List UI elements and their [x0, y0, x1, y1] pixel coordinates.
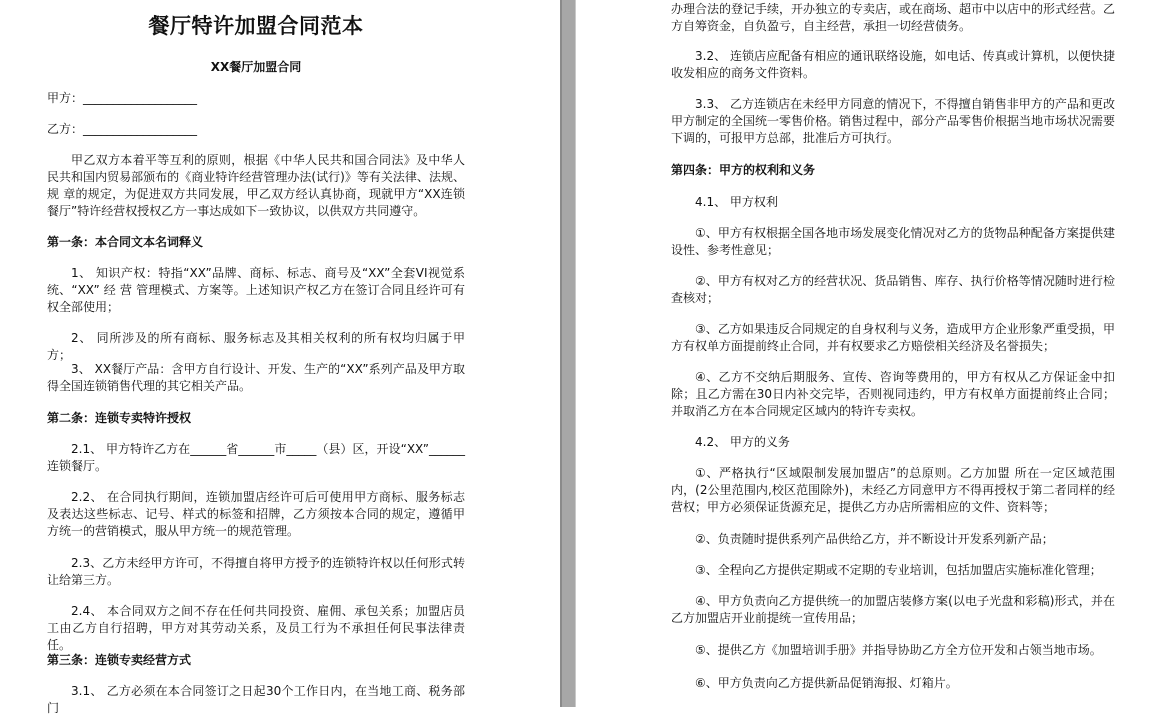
page-gap-shadow [560, 0, 562, 707]
intro-paragraph: 甲乙双方本着平等互利的原则，根据《中华人民共和国合同法》及中华人民共和国内贸易部颁布的《商业特许经营管理办法(试行)》等有关法律、法规、规 章的规定，为促进双方共同发展，甲乙双方经认真协商，现就甲方“XX连锁餐厅”特许经营权授权乙方一事达成如下一致协议，以供双方共同遵守。 [47, 153, 465, 218]
document-subtitle: XX餐厅加盟合同 [210, 60, 302, 74]
article-4-heading: 第四条：甲方的权利和义务 [671, 163, 816, 177]
article-4-2-heading: 4.2、 甲方的义务 [695, 435, 790, 449]
article-2-heading: 第二条：连锁专卖特许授权 [47, 411, 192, 425]
duty-item-6: ⑥、甲方负责向乙方提供新品促销海报、灯箱片。 [695, 676, 958, 690]
article-3-item-1-continued: 办理合法的登记手续，开办独立的专卖店，或在商场、超市中以店中的形式经营。乙方自筹资金，自负盈亏，自主经营，承担一切经营债务。 [671, 2, 1116, 33]
party-a-line: 甲方：___________________ [47, 91, 198, 105]
article-1-item-1: 1、 知识产权：特指“XX”品牌、商标、标志、商号及“XX”全套VI视觉系统、“XX” 经 营 管理模式、方案等。上述知识产权乙方在签订合同且经许可有权全部使用； [47, 266, 465, 314]
right-item-3: ③、乙方如果违反合同规定的自身权利与义务，造成甲方企业形象严重受损，甲方有权单方面提前终止合同，并有权要求乙方赔偿相关经济及名誉损失； [671, 322, 1115, 353]
document-title: 餐厅特许加盟合同范本 [148, 13, 364, 38]
article-2-item-4: 2.4、 本合同双方之间不存在任何共同投资、雇佣、承包关系；加盟店员工由乙方自行招聘，甲方对其劳动关系，及员工行为不承担任何民事法律责任。 [47, 604, 465, 652]
duty-item-5: ⑤、提供乙方《加盟培训手册》并指导协助乙方全方位开发和占领当地市场。 [695, 643, 1102, 657]
duty-item-2: ②、负责随时提供系列产品供给乙方，并不断设计开发系列新产品； [695, 532, 1054, 546]
party-b-line: 乙方：___________________ [47, 122, 198, 136]
page-gap [560, 0, 576, 707]
article-3-item-3: 3.3、 乙方连锁店在未经甲方同意的情况下，不得擅自销售非甲方的产品和更改甲方制定的全国统一零售价格。销售过程中，部分产品零售价根据当地市场状况需要下调的，可报甲方总部，批准后方可执行。 [671, 97, 1116, 145]
article-2-item-2: 2.2、 在合同执行期间，连锁加盟店经许可后可使用甲方商标、服务标志及表达这些标志、记号、样式的标签和招牌，乙方须按本合同的规定，遵循甲方统一的营销模式，服从甲方统一的规范管理。 [47, 490, 465, 538]
right-item-1: ①、甲方有权根据全国各地市场发展变化情况对乙方的货物品种配备方案提供建设性、参考性意见； [671, 226, 1115, 257]
duty-item-3: ③、全程向乙方提供定期或不定期的专业培训，包括加盟店实施标准化管理； [695, 563, 1102, 577]
article-3-item-1: 3.1、 乙方必须在本合同签订之日起30个工作日内，在当地工商、税务部门 [47, 684, 465, 715]
right-item-4: ④、乙方不交纳后期服务、宣传、咨询等费用的，甲方有权从乙方保证金中扣除；且乙方需在30日内补交完毕，否则视同违约，甲方有权单方面提前终止合同；并取消乙方在本合同规定区域内的特许专卖权。 [671, 370, 1115, 418]
document-page-right [576, 0, 1169, 707]
article-1-heading: 第一条：本合同文本名词释义 [47, 235, 204, 249]
article-1-item-2: 2、 同所涉及的所有商标、服务标志及其相关权利的所有权均归属于甲方； [47, 331, 465, 362]
duty-item-1: ①、严格执行“区域限制发展加盟店”的总原则。乙方加盟 所在一定区域范围内，(2公里范围内,校区范围除外)，未经乙方同意甲方不得再授权于第二者同样的经营权；甲方必须保证货源充足，提供乙方办店所需相应的文件、资料等； [671, 466, 1115, 514]
article-3-heading: 第三条：连锁专卖经营方式 [47, 653, 192, 667]
duty-item-4: ④、甲方负责向乙方提供统一的加盟店装修方案(以电子光盘和彩稿)形式，并在乙方加盟店开业前提统一宣传用品； [671, 594, 1115, 625]
article-2-item-1: 2.1、 甲方特许乙方在______省______市_____（县）区，开设“XX”______连锁餐厅。 [47, 442, 465, 473]
right-item-2: ②、甲方有权对乙方的经营状况、货品销售、库存、执行价格等情况随时进行检查核对； [671, 274, 1115, 305]
article-4-1-heading: 4.1、 甲方权利 [695, 195, 778, 209]
article-2-item-3: 2.3、乙方未经甲方许可，不得擅自将甲方授予的连锁特许权以任何形式转让给第三方。 [47, 556, 465, 587]
article-1-item-3: 3、 XX餐厅产品：含甲方自行设计、开发、生产的“XX”系列产品及甲方取得全国连锁销售代理的其它相关产品。 [47, 362, 465, 393]
document-page-left [0, 0, 560, 715]
article-3-item-2: 3.2、 连锁店应配备有相应的通讯联络设施，如电话、传真或计算机，以便快捷收发相应的商务文件资料。 [671, 49, 1115, 80]
